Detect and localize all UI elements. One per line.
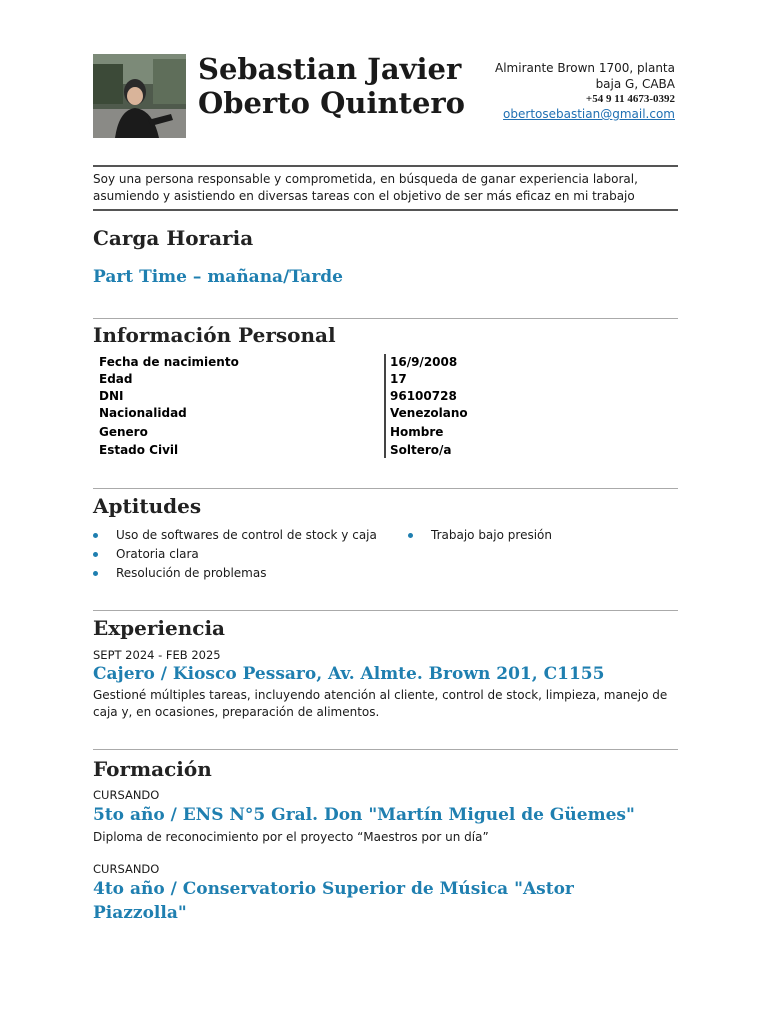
phone-number: +54 9 11 4673-0392 (585, 93, 675, 105)
education-title: 4to año / Conservatorio Superior de Música "Astor Piazzolla" (93, 879, 574, 923)
education-note: Diploma de reconocimiento por el proyecto “Maestros por un día” (93, 830, 489, 844)
education-status: CURSANDO (93, 788, 160, 802)
info-label: DNI (99, 389, 124, 403)
skill-label: Uso de softwares de control de stock y caja (116, 528, 377, 542)
contact-block (475, 60, 675, 122)
job-title: Cajero / Kiosco Pessaro, Av. Almte. Brown 201, C1155 (93, 664, 605, 684)
profile-photo-image (93, 54, 186, 138)
section-title-formacion: Formación (93, 757, 212, 781)
section-divider (93, 318, 678, 319)
info-label: Estado Civil (99, 443, 179, 457)
info-value: Soltero/a (390, 443, 452, 457)
info-value: 96100728 (390, 389, 457, 403)
section-divider (93, 488, 678, 489)
section-title-info-personal: Información Personal (93, 323, 336, 347)
skill-label: Resolución de problemas (116, 566, 267, 580)
bullet-icon (408, 533, 413, 538)
section-divider (93, 749, 678, 750)
profile-summary: Soy una persona responsable y comprometida, en búsqueda de ganar experiencia laboral, asumiendo y asistiendo en diversas tareas con el objetivo de ser más eficaz en mi trabajo (93, 165, 678, 211)
section-title-experiencia: Experiencia (93, 616, 226, 640)
info-row (99, 405, 579, 422)
skill-label: Trabajo bajo presión (431, 528, 552, 542)
carga-horaria-value: Part Time – mañana/Tarde (93, 267, 343, 287)
skills-list-col1 (93, 526, 377, 583)
bullet-icon (93, 571, 98, 576)
list-item (93, 564, 377, 583)
full-name (198, 52, 465, 120)
info-value: Hombre (390, 425, 444, 439)
info-label: Edad (99, 372, 133, 386)
address-line-2: baja G, CABA (595, 77, 675, 91)
bullet-icon (93, 533, 98, 538)
name-line-1: Sebastian Javier (198, 52, 462, 86)
info-table (99, 354, 579, 459)
section-title-carga-horaria: Carga Horaria (93, 226, 254, 250)
info-row (99, 388, 579, 405)
info-value: 17 (390, 372, 407, 386)
list-item (93, 526, 377, 545)
education-status: CURSANDO (93, 862, 160, 876)
info-label: Fecha de nacimiento (99, 355, 239, 369)
info-row (99, 354, 579, 371)
skill-label: Oratoria clara (116, 547, 199, 561)
list-item (408, 526, 552, 545)
info-label: Genero (99, 425, 148, 439)
info-label: Nacionalidad (99, 406, 187, 420)
info-row (99, 371, 579, 388)
info-row (99, 424, 579, 441)
job-description: Gestioné múltiples tareas, incluyendo atención al cliente, control de stock, limpieza, manejo de caja y, en ocasiones, preparación de alimentos. (93, 688, 668, 719)
job-dates: SEPT 2024 - FEB 2025 (93, 648, 221, 662)
list-item (93, 545, 377, 564)
skills-list-col2 (408, 526, 552, 545)
section-divider (93, 610, 678, 611)
email-link[interactable]: obertosebastian@gmail.com (503, 107, 675, 121)
education-title: 5to año / ENS N°5 Gral. Don "Martín Miguel de Güemes" (93, 805, 635, 825)
section-title-aptitudes: Aptitudes (93, 494, 202, 518)
info-value: 16/9/2008 (390, 355, 458, 369)
info-row (99, 442, 579, 459)
name-line-2: Oberto Quintero (198, 86, 466, 120)
info-value: Venezolano (390, 406, 468, 420)
address-line-1: Almirante Brown 1700, planta (495, 61, 675, 75)
profile-photo (93, 54, 186, 138)
bullet-icon (93, 552, 98, 557)
